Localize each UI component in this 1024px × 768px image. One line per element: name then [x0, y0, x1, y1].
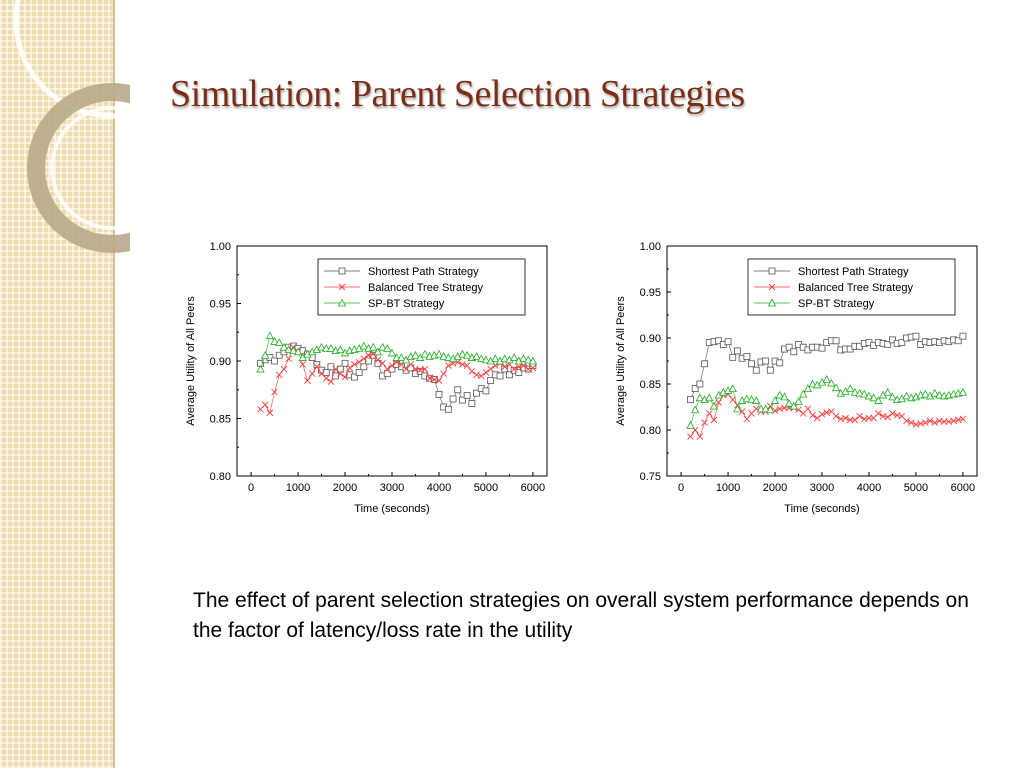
data-point: [323, 370, 329, 376]
data-point: [819, 345, 825, 351]
y-tick-label: 0.80: [639, 425, 661, 437]
x-tick-label: 0: [678, 482, 685, 494]
x-tick-label: 2000: [762, 482, 788, 494]
data-point: [767, 367, 773, 373]
data-point: [702, 361, 708, 367]
data-point: [464, 393, 470, 399]
data-point: [960, 333, 966, 339]
data-point: [833, 338, 839, 344]
data-point: [436, 391, 442, 397]
x-tick-label: 6000: [950, 482, 976, 494]
x-axis-label: Time (seconds): [784, 503, 860, 515]
legend-entry: Balanced Tree Strategy: [798, 282, 913, 294]
y-axis-label: Average Utility of All Peers: [615, 296, 627, 426]
x-tick-label: 1000: [285, 482, 311, 494]
slide-title: Simulation: Parent Selection Strategies: [170, 73, 745, 115]
data-point: [777, 360, 783, 366]
slide-caption: The effect of parent selection strategies on overall system performance depends on the factor of latency/loss rate in the utility: [193, 589, 969, 642]
legend-marker: [769, 268, 775, 274]
y-tick-label: 1.00: [209, 241, 231, 253]
data-point: [408, 365, 414, 371]
data-point: [913, 333, 919, 339]
data-point: [469, 401, 475, 407]
data-point: [749, 361, 755, 367]
x-tick-label: 0: [248, 482, 255, 494]
data-point: [497, 373, 503, 379]
data-point: [272, 358, 278, 364]
legend-entry: SP-BT Strategy: [368, 298, 445, 310]
data-point: [455, 387, 461, 393]
data-point: [356, 370, 362, 376]
legend: [748, 259, 955, 315]
data-point: [450, 396, 456, 402]
legend-marker: [339, 268, 345, 274]
x-tick-label: 4000: [426, 482, 452, 494]
data-point: [791, 349, 797, 355]
x-tick-label: 3000: [379, 482, 405, 494]
legend-entry: SP-BT Strategy: [798, 298, 875, 310]
y-tick-label: 0.75: [639, 471, 661, 483]
data-point: [725, 339, 731, 345]
y-tick-label: 0.95: [639, 287, 661, 299]
data-point: [730, 354, 736, 360]
y-tick-label: 0.85: [209, 413, 231, 426]
y-axis-label: Average Utility of All Peers: [185, 296, 197, 426]
y-tick-label: 0.90: [639, 333, 661, 345]
y-tick-label: 0.95: [209, 298, 231, 311]
data-point: [734, 348, 740, 354]
chart-left: [182, 232, 562, 532]
data-point: [744, 353, 750, 359]
y-tick-label: 0.85: [639, 379, 661, 391]
data-point: [763, 358, 769, 364]
chart-right: [612, 232, 992, 532]
data-point: [445, 406, 451, 412]
data-point: [697, 381, 703, 387]
x-tick-label: 1000: [715, 482, 741, 494]
x-axis-label: Time (seconds): [354, 503, 430, 515]
data-point: [687, 397, 693, 403]
x-tick-label: 2000: [332, 482, 358, 494]
data-point: [753, 367, 759, 373]
x-tick-label: 3000: [809, 482, 835, 494]
legend-entry: Shortest Path Strategy: [798, 266, 909, 278]
legend-entry: Balanced Tree Strategy: [368, 282, 483, 294]
y-tick-label: 0.90: [209, 356, 231, 368]
legend-entry: Shortest Path Strategy: [368, 266, 479, 278]
decorative-circles: [0, 0, 130, 260]
data-point: [483, 388, 489, 394]
legend: [318, 259, 525, 315]
x-tick-label: 6000: [520, 482, 546, 494]
x-tick-label: 5000: [903, 482, 929, 494]
x-tick-label: 4000: [856, 482, 882, 494]
data-point: [488, 378, 494, 384]
x-tick-label: 5000: [473, 482, 499, 494]
y-tick-label: 1.00: [639, 241, 661, 253]
y-tick-label: 0.80: [209, 471, 231, 483]
